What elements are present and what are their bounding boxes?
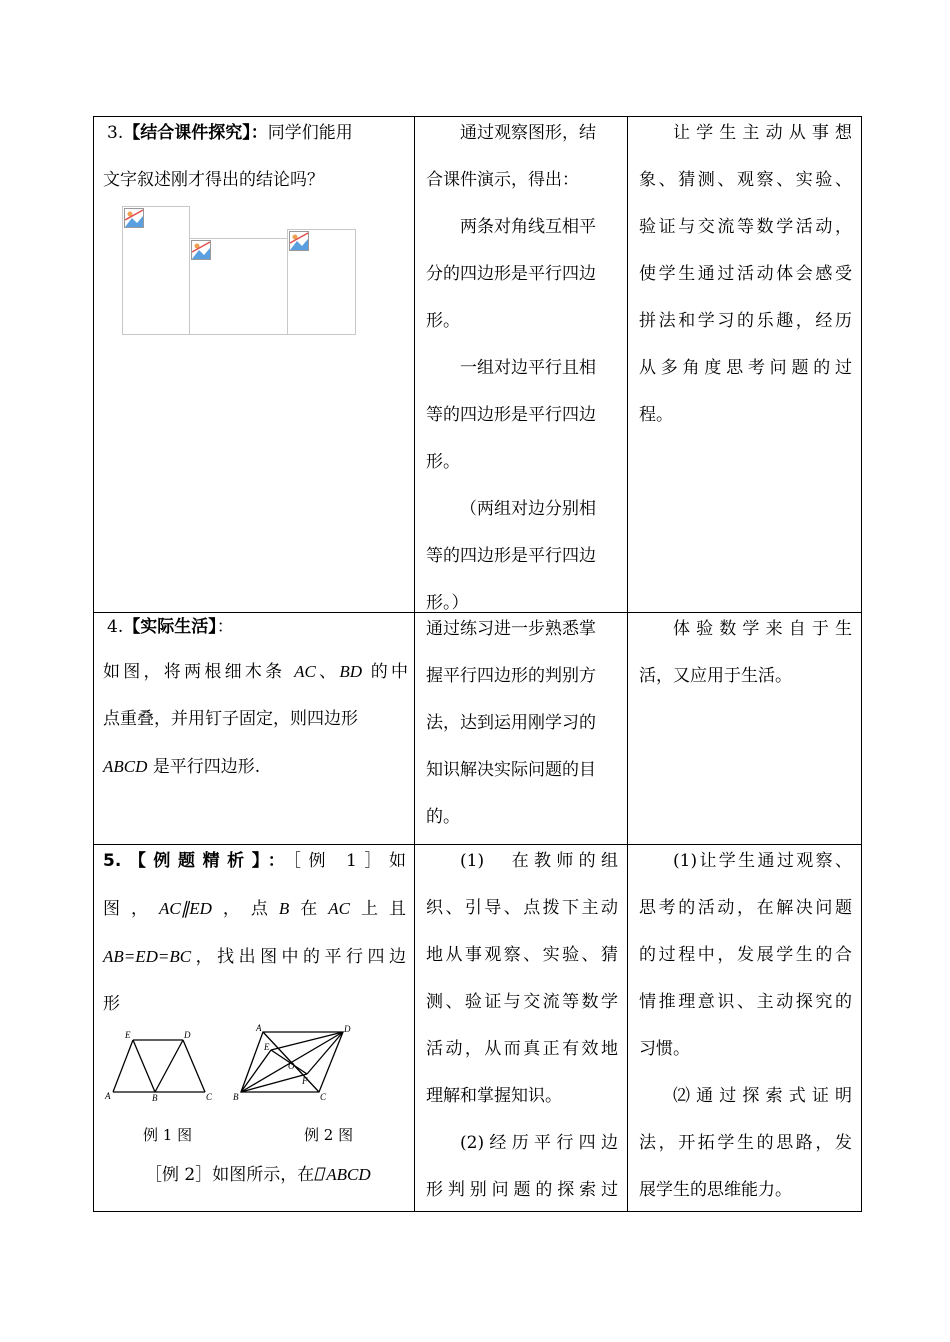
row1-mid-line: 分的四边形是平行四边 — [426, 264, 596, 284]
row1-mid-line: 一组对边平行且相 — [460, 358, 596, 378]
row3-mid-line: 测、验证与交流等数学 — [426, 992, 618, 1012]
row3-right-line: 的过程中，发展学生的合 — [639, 945, 852, 965]
row1-mid-line: 形。 — [426, 452, 460, 472]
example-1-caption: 例 1 图 — [143, 1126, 193, 1144]
math-ac: AC — [294, 662, 316, 681]
label-f: F — [302, 1076, 308, 1086]
row1-left-text-a: 同学们能用 — [267, 123, 353, 143]
row1-right-cell — [639, 110, 852, 439]
row2-left-colon: ： — [216, 617, 234, 637]
row1-mid-line: 等的四边形是平行四边 — [426, 546, 596, 566]
row1-right-line: 象、猜测、观察、实验、 — [639, 170, 852, 190]
math-b: B — [278, 899, 290, 918]
row3-right-line: 情推理意识、主动探究的 — [639, 992, 852, 1012]
math-ab-ed-bc: AB=ED=BC — [103, 947, 192, 966]
row2-mid-line: 握平行四边形的判别方 — [426, 666, 596, 686]
row3-left-text: ，点 — [211, 899, 279, 919]
label-c: C — [320, 1092, 327, 1102]
row3-mid-cell — [426, 838, 618, 1214]
row2-mid-line: 的。 — [426, 807, 460, 827]
row2-right-cell — [639, 606, 852, 700]
row1-left-heading: 【结合课件探究】： — [123, 123, 268, 143]
example-2-caption: 例 2 图 — [304, 1126, 354, 1144]
label-a: A — [256, 1023, 262, 1033]
row3-right-line: 展学生的思维能力。 — [639, 1180, 792, 1200]
row2-left-heading: 【实际生活】 — [123, 617, 217, 637]
row2-left-number: 4. — [107, 617, 124, 637]
label-a: A — [105, 1091, 111, 1101]
row3-mid-line: (2)经历平行四边 — [460, 1133, 618, 1153]
example-1-figure — [103, 1026, 213, 1102]
example-2-label: ［例 2］如图所示，在 — [145, 1165, 315, 1185]
row1-mid-line: 形。） — [426, 593, 469, 613]
row3-mid-line: 织、引导、点拨下主动 — [426, 898, 618, 918]
row1-mid-line: 等的四边形是平行四边 — [426, 405, 596, 425]
example-2-figure — [231, 1022, 357, 1102]
label-b: B — [152, 1093, 158, 1102]
row3-right-line: (1)让学生通过观察、 — [673, 851, 852, 871]
broken-image-icon — [191, 240, 211, 260]
broken-image-placeholder-2 — [189, 238, 288, 335]
row2-left-text: 点重叠，并用钉子固定，则四边形 — [103, 709, 358, 729]
label-e: E — [125, 1030, 131, 1040]
row1-right-line: 程。 — [639, 405, 673, 425]
row3-right-line: ⑵通过探索式证明 — [673, 1086, 852, 1106]
row2-left-text: 的中 — [362, 662, 409, 682]
row2-right-line: 体验数学来自于生 — [673, 619, 852, 639]
row3-left-heading: 5.【例题精析】： — [103, 851, 293, 871]
column-divider-1 — [414, 116, 415, 1212]
row3-right-line: 思考的活动，在解决问题 — [639, 898, 852, 918]
row1-mid-line: 通过观察图形，结 — [460, 123, 596, 143]
table-border-left — [93, 116, 94, 1212]
label-d: D — [344, 1024, 351, 1034]
row3-left-cell — [103, 838, 406, 1028]
row2-left-text: 如图，将两根细木条 — [103, 662, 295, 682]
row2-mid-line: 法，达到运用刚学习的 — [426, 713, 596, 733]
label-e: E — [264, 1042, 270, 1052]
row3-left-text: 上且 — [350, 899, 407, 919]
row2-mid-cell — [426, 606, 618, 841]
math-abcd: ABCD — [326, 1165, 371, 1184]
example-2-text — [103, 1151, 406, 1199]
row1-left-number: 3. — [107, 123, 124, 143]
row1-right-line: 验证与交流等数学活动， — [639, 217, 852, 237]
table-border-right — [861, 116, 862, 1212]
row1-mid-line: （两组对边分别相 — [460, 499, 596, 519]
row2-mid-line: 知识解决实际问题的目 — [426, 760, 596, 780]
row2-right-line: 活，又应用于生活。 — [639, 666, 792, 686]
row3-left-text: 形 — [103, 994, 120, 1014]
row3-right-line: 法，开拓学生的思路，发 — [639, 1133, 852, 1153]
label-c: C — [206, 1092, 213, 1102]
row1-mid-line: 两条对角线互相平 — [460, 217, 596, 237]
column-divider-2 — [627, 116, 628, 1212]
math-abcd: ABCD — [103, 757, 148, 776]
row1-right-line: 让学生主动从事想 — [673, 123, 852, 143]
broken-image-placeholder-3 — [287, 229, 356, 335]
label-d: D — [184, 1030, 191, 1040]
row1-right-line: 拼法和学习的乐趣，经历 — [639, 311, 852, 331]
row1-mid-line: 形。 — [426, 311, 460, 331]
row3-mid-line: 活动，从而真正有效地 — [426, 1039, 618, 1059]
row3-mid-line: 理解和掌握知识。 — [426, 1086, 562, 1106]
math-ac-parallel-ed: AC∥ED — [159, 899, 212, 918]
broken-image-placeholder-1 — [122, 206, 190, 335]
broken-image-icon — [289, 231, 309, 251]
label-o: O — [288, 1061, 295, 1071]
row2-left-text: 、 — [315, 662, 340, 682]
row1-mid-line: 合课件演示，得出： — [426, 170, 579, 190]
row1-left-text-b: 文字叙述刚才得出的结论吗？ — [103, 170, 324, 190]
row3-left-text: ，找出图中的平行四边 — [191, 947, 406, 967]
parallelogram-symbol-icon — [314, 1167, 326, 1181]
row1-right-line: 从多角度思考问题的过 — [639, 358, 852, 378]
math-bd: BD — [339, 662, 363, 681]
row3-left-text: 图， — [103, 899, 159, 919]
row1-mid-cell — [426, 110, 618, 627]
row3-mid-line: 形判别问题的探索过 — [426, 1180, 618, 1200]
row1-left-cell — [103, 110, 408, 204]
example-1-label: ［例 1］如 — [292, 851, 406, 871]
broken-image-icon — [124, 208, 144, 228]
math-ac: AC — [328, 899, 351, 918]
row3-mid-line: (1) 在教师的组 — [460, 851, 618, 871]
row3-right-cell — [639, 838, 852, 1214]
row3-mid-line: 地从事观察、实验、猜 — [426, 945, 618, 965]
row3-right-line: 习惯。 — [639, 1039, 690, 1059]
row2-mid-line: 通过练习进一步熟悉掌 — [426, 619, 596, 639]
row2-left-text: 是平行四边形. — [147, 757, 261, 777]
row3-left-text: 在 — [289, 899, 329, 919]
row1-right-line: 使学生通过活动体会感受 — [639, 264, 852, 284]
label-b: B — [233, 1092, 239, 1102]
row2-left-cell — [103, 606, 408, 791]
lesson-plan-table — [93, 116, 862, 1212]
